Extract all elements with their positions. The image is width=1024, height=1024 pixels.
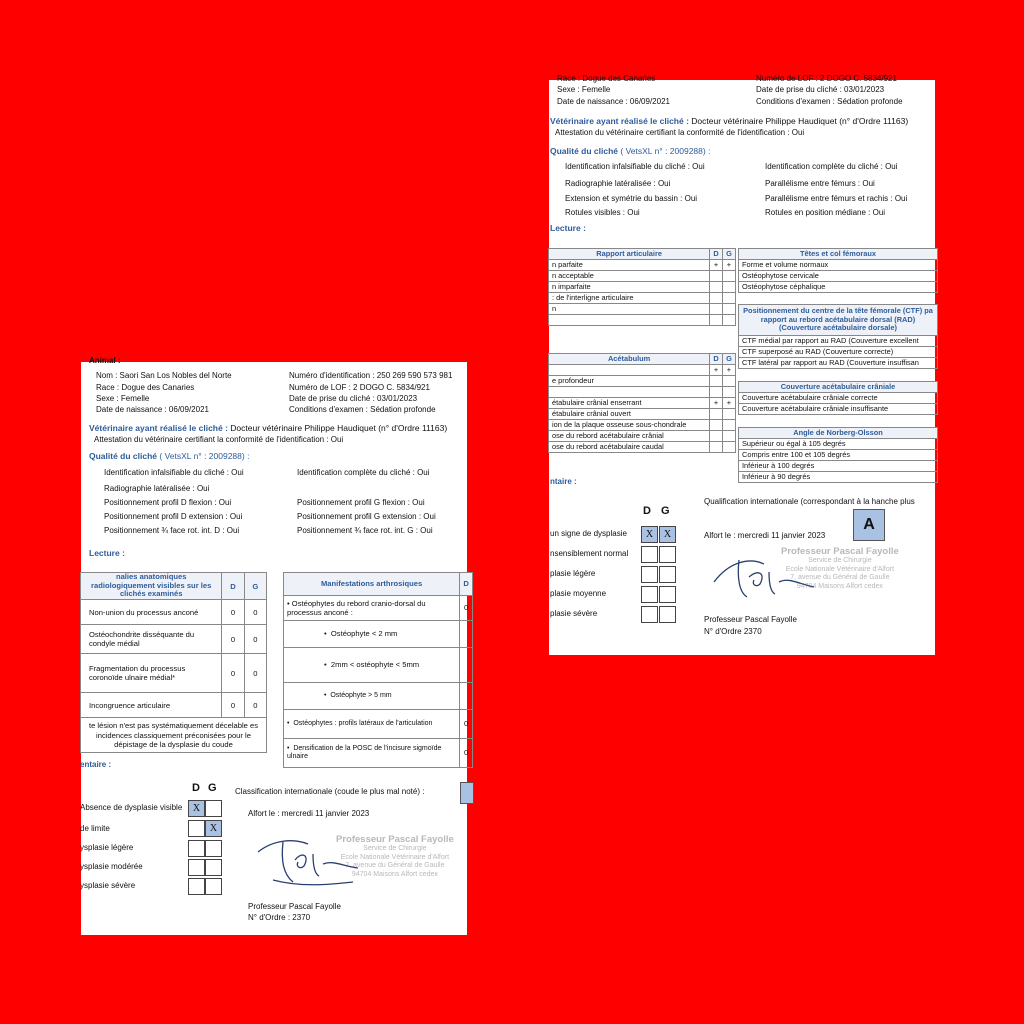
table-row: • 2mm < ostéophyte < 5mm — [284, 648, 473, 683]
table-row: • Ostéophytes : profils latéraux de l'articulation 0 — [284, 710, 473, 739]
hip-report-sheet — [549, 74, 935, 655]
grade-label: plasie moyenne — [550, 589, 607, 598]
table-row: Ostéophytose cervicale — [739, 271, 938, 282]
table-row: Inférieur à 90 degrés — [739, 472, 938, 483]
table-row: Ostéophytose céphalique — [739, 282, 938, 293]
grade-label: un signe de dysplasie — [550, 529, 627, 538]
grade-checkbox-d[interactable] — [188, 878, 205, 895]
grade-checkbox-d[interactable] — [188, 820, 205, 837]
table-row — [549, 387, 736, 398]
check-item: Identification infalsifiable du cliché : Oui — [104, 468, 244, 477]
grade-checkbox-g[interactable] — [205, 878, 222, 895]
ordre-number: N° d'Ordre 2370 — [704, 627, 762, 636]
table-row: ose du rebord acétabulaire crânial — [549, 431, 736, 442]
table-row: • Ostéophytes du rebord cranio-dorsal du processus anconé : 0 — [284, 596, 473, 621]
table-row: étabulaire crânial enserrant + + — [549, 398, 736, 409]
check-item: Radiographie latéralisée : Oui — [104, 484, 210, 493]
check-item: Positionnement ¾ face rot. int. G : Oui — [297, 526, 433, 535]
grade-letter-box — [460, 782, 474, 804]
check-item: Positionnement profil G extension : Oui — [297, 512, 436, 521]
grade-checkbox-g[interactable] — [659, 586, 676, 603]
check-item: Identification complète du cliché : Oui — [297, 468, 430, 477]
table-row: CTF superposé au RAD (Couverture correcte) — [739, 347, 938, 358]
grade-checkbox-d[interactable]: X — [641, 526, 658, 543]
check-item: Parallélisme entre fémurs et rachis : Oui — [765, 194, 908, 203]
table-row: CTF latéral par rapport au RAD (Couverture insuffisan — [739, 358, 938, 369]
grade-letter-box: A — [853, 509, 885, 541]
table-row: ion de la plaque osseuse sous-chondrale — [549, 420, 736, 431]
grade-checkbox-d[interactable] — [188, 859, 205, 876]
table-row: • Densification de la POSC de l'incisure sigmoïde ulnaire 0 — [284, 739, 473, 768]
manifestations-table: Manifestations arthrosiques D • Ostéophytes du rebord cranio-dorsal du processus anconé : 0 • Ostéophyte < 2 mm • 2mm < ostéophyte < 5mm • Ostéophyte > 5 mm • Ostéophytes : profils latéraux de l'articulation 0 • Densification de la POSC de l'incisure sigmoïde ulnaire 0 — [283, 572, 473, 768]
table-row: Forme et volume normaux — [739, 260, 938, 271]
signature-icon — [709, 542, 824, 602]
nom-line: Nom : Saori San Los Nobles del Norte — [96, 371, 232, 380]
grade-checkbox-g[interactable]: X — [659, 526, 676, 543]
col-d-label: D — [643, 505, 651, 517]
alfort-date: Alfort le : mercredi 11 janvier 2023 — [248, 809, 370, 818]
grade-label: de limite — [80, 824, 110, 833]
table-row: e profondeur — [549, 376, 736, 387]
grade-checkbox-d[interactable] — [641, 586, 658, 603]
check-item: Parallélisme entre fémurs : Oui — [765, 179, 875, 188]
col-g-label: G — [661, 505, 670, 517]
grade-checkbox-g[interactable] — [205, 859, 222, 876]
acetabulum-table: Acétabulum D G + + e profondeur étabulaire crânial enserrant + + étabulaire crânial ouvert ion de la plaque osseuse sous-chondrale ose du rebord acétabulaire crânial ose du rebord acétabulaire caudal — [548, 353, 736, 453]
vet-line: Vétérinaire ayant réalisé le cliché : Docteur vétérinaire Philippe Haudiquet (n° d'Ordre 11163) — [89, 423, 448, 433]
sexe-line: Sexe : Femelle — [96, 394, 150, 403]
check-item: Extension et symétrie du bassin : Oui — [565, 194, 698, 203]
lecture-heading: Lecture : — [550, 223, 586, 233]
anomaly-note: te lésion n'est pas systématiquement décelable es incidences classiquement préconisées pour le dépistage de la dysplasie du coude — [81, 718, 267, 753]
identification-line: Numéro d'identification : 250 269 590 573 981 — [289, 371, 453, 380]
grade-checkbox-g[interactable] — [205, 840, 222, 857]
race-line: Race : Dogue des Canaries — [557, 74, 656, 83]
date-prise-line: Date de prise du cliché : 03/01/2023 — [756, 85, 885, 94]
vet-line: Vétérinaire ayant réalisé le cliché : Docteur vétérinaire Philippe Haudiquet (n° d'Ordre 11163) — [550, 116, 909, 126]
table-row: étabulaire crânial ouvert — [549, 409, 736, 420]
conditions-line: Conditions d'examen : Sédation profonde — [756, 97, 903, 106]
grade-label: plasie légère — [550, 569, 596, 578]
grade-checkbox-g[interactable] — [659, 606, 676, 623]
qualite-heading: Qualité du cliché ( VetsXL n° : 2009288) : — [550, 146, 711, 156]
check-item: Positionnement profil D flexion : Oui — [104, 498, 232, 507]
table-row: Couverture acétabulaire crâniale correcte — [739, 393, 938, 404]
table-row: Compris entre 100 et 105 degrés — [739, 450, 938, 461]
check-item: Positionnement ¾ face rot. int. D : Oui — [104, 526, 240, 535]
qualification-label: Qualification internationale (correspondant à la hanche plus — [704, 497, 915, 506]
prof-name: Professeur Pascal Fayolle — [704, 615, 797, 624]
ctf-table: Positionnement du centre de la tête fémorale (CTF) pa rapport au rebord acétabulaire dorsal (RAD) (Couverture acétabulaire dorsale) CTF médial par rapport au RAD (Couverture excellent CTF superposé au RAD (Couverture correcte) CTF latéral par rapport au RAD (Couverture insuffisan — [738, 304, 938, 369]
table-row: n parfaite + + — [549, 260, 736, 271]
norberg-table: Angle de Norberg-Olsson Supérieur ou égal à 105 degrés Compris entre 100 et 105 degrés Inférieur à 100 degrés Inférieur à 90 degrés — [738, 427, 938, 483]
alfort-date: Alfort le : mercredi 11 janvier 2023 — [704, 531, 826, 540]
grade-label: ysplasie modérée — [80, 862, 143, 871]
qualite-heading: Qualité du cliché ( VetsXL n° : 2009288) : — [89, 451, 250, 461]
conditions-line: Conditions d'examen : Sédation profonde — [289, 405, 436, 414]
table-row: Couverture acétabulaire crâniale insuffisante — [739, 404, 938, 415]
grade-checkbox-d[interactable]: X — [188, 800, 205, 817]
couverture-table: Couverture acétabulaire crâniale Couverture acétabulaire crâniale correcte Couverture acétabulaire crâniale insuffisante — [738, 381, 938, 415]
grade-checkbox-g[interactable] — [205, 800, 222, 817]
anomalies-table: nalies anatomiques radiologiquement visibles sur les clichés examinés D G Non-union du processus anconé 0 0 Ostéochondrite disséquante du condyle médial 0 0 Fragmentation du processus coronoïde ulnaire médial* 0 0 Incongruence articulaire 0 0 te lésion n'est pas systématiquement décelable es incidences classiquement préconisées pour le dépistage de la dysplasie du coude — [80, 572, 267, 753]
grade-label: ysplasie légère — [80, 843, 134, 852]
sexe-line: Sexe : Femelle — [557, 85, 611, 94]
check-item: Rotules visibles : Oui — [565, 208, 640, 217]
ordre-number: N° d'Ordre : 2370 — [248, 913, 311, 922]
official-stamp: Professeur Pascal Fayolle Service de Chirurgie Ecole Nationale Vétérinaire d'Alfort 7, avenue du Général de Gaulle 94704 Maisons Alfort cedex — [336, 834, 454, 878]
table-row: Incongruence articulaire 0 0 — [81, 693, 267, 718]
grade-checkbox-d[interactable] — [188, 840, 205, 857]
table-row: Fragmentation du processus coronoïde ulnaire médial* 0 0 — [81, 654, 267, 693]
grade-checkbox-d[interactable] — [641, 546, 658, 563]
table-row: Ostéochondrite disséquante du condyle médial 0 0 — [81, 625, 267, 654]
table-row: • Ostéophyte > 5 mm — [284, 683, 473, 710]
table-row: Non-union du processus anconé 0 0 — [81, 600, 267, 625]
table-row: • Ostéophyte < 2 mm — [284, 621, 473, 648]
table-row: n — [549, 304, 736, 315]
table-row: Inférieur à 100 degrés — [739, 461, 938, 472]
table-row: n acceptable — [549, 271, 736, 282]
grade-label: Absence de dysplasie visible — [80, 803, 183, 812]
grade-label: nsensiblement normal — [550, 549, 629, 558]
animal-heading: Animal : — [89, 356, 121, 365]
commentaire-label: ntaire : — [550, 477, 577, 486]
official-stamp: Professeur Pascal Fayolle Service de Chirurgie Ecole Nationale Vétérinaire d'Alfort 7, avenue du Général de Gaulle 94704 Maisons Alfort cedex — [781, 546, 899, 590]
race-line: Race : Dogue des Canaries — [96, 383, 195, 392]
check-item: Identification complète du cliché : Oui — [765, 162, 898, 171]
lof-line: Numéro de LOF : 2 DOGO C. 5834/921 — [756, 74, 897, 83]
elbow-report-sheet — [80, 356, 469, 935]
signature-icon — [253, 832, 368, 892]
prof-name: Professeur Pascal Fayolle — [248, 902, 341, 911]
attestation: Attestation du vétérinaire certifiant la conformité de l'identification : Oui — [555, 128, 805, 137]
grade-checkbox-d[interactable] — [641, 566, 658, 583]
classification-label: Classification internationale (coude le plus mal noté) : — [235, 787, 425, 796]
naissance-line: Date de naissance : 06/09/2021 — [96, 405, 209, 414]
grade-label: ysplasie sévère — [80, 881, 136, 890]
check-item: Positionnement profil D extension : Oui — [104, 512, 243, 521]
check-item: Radiographie latéralisée : Oui — [565, 179, 671, 188]
attestation: Attestation du vétérinaire certifiant la conformité de l'identification : Oui — [94, 435, 344, 444]
date-prise-line: Date de prise du cliché : 03/01/2023 — [289, 394, 418, 403]
naissance-line: Date de naissance : 06/09/2021 — [557, 97, 670, 106]
grade-checkbox-d[interactable] — [641, 606, 658, 623]
table-row: Supérieur ou égal à 105 degrés — [739, 439, 938, 450]
check-item: Identification infalsifiable du cliché : Oui — [565, 162, 705, 171]
grade-label: plasie sévère — [550, 609, 598, 618]
table-row — [549, 315, 736, 326]
commentaire-label: entaire : — [80, 760, 112, 769]
table-row: n imparfaite — [549, 282, 736, 293]
lecture-heading: Lecture : — [89, 548, 125, 558]
col-g-label: G — [208, 782, 217, 794]
col-d-label: D — [192, 782, 200, 794]
tetes-table: Têtes et col fémoraux Forme et volume normaux Ostéophytose cervicale Ostéophytose céphalique — [738, 248, 938, 293]
grade-checkbox-g[interactable]: X — [205, 820, 222, 837]
rapport-table: Rapport articulaire D G n parfaite + + n acceptable n imparfaite : de l'interligne articulaire n — [548, 248, 736, 326]
grade-checkbox-g[interactable] — [659, 546, 676, 563]
check-item: Positionnement profil G flexion : Oui — [297, 498, 425, 507]
table-row: ose du rebord acétabulaire caudal — [549, 442, 736, 453]
check-item: Rotules en position médiane : Oui — [765, 208, 886, 217]
table-row: : de l'interligne articulaire — [549, 293, 736, 304]
table-row: + + — [549, 365, 736, 376]
table-row: CTF médial par rapport au RAD (Couverture excellent — [739, 336, 938, 347]
lof-line: Numéro de LOF : 2 DOGO C. 5834/921 — [289, 383, 430, 392]
grade-checkbox-g[interactable] — [659, 566, 676, 583]
